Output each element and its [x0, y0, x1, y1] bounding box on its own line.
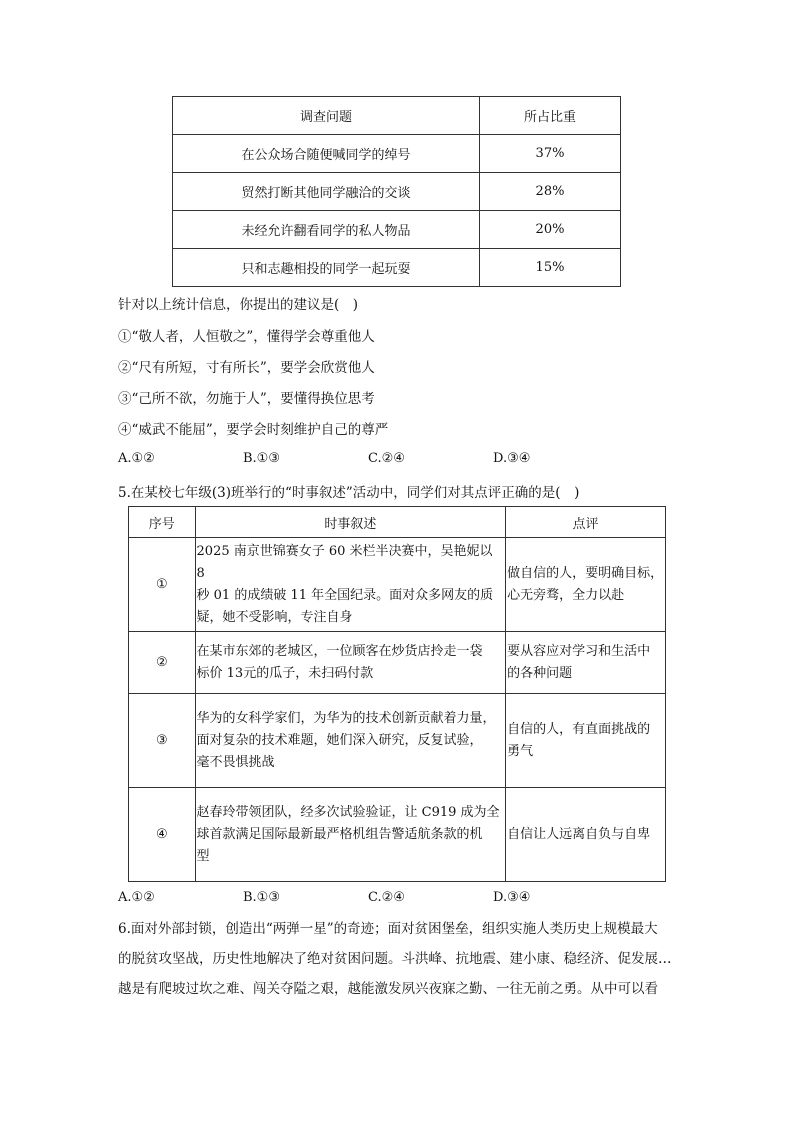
q4-option-b[interactable]: B.①③	[243, 451, 280, 466]
desc-line: 型	[196, 848, 210, 864]
comment-line: 自信让人远离自负与自卑	[507, 826, 651, 842]
events-table	[128, 506, 666, 882]
table-row	[173, 211, 621, 249]
comment-line: 的各种问题	[507, 665, 573, 681]
q4-item-2: ②“尺有所短，寸有所长”，要学会欣赏他人	[118, 360, 375, 376]
event-comment	[506, 788, 666, 882]
row-number: ④	[129, 788, 196, 882]
q4-option-d[interactable]: D.③④	[493, 451, 531, 466]
comment-line: 做自信的人，要明确目标，	[507, 565, 664, 581]
q4-options	[118, 451, 618, 466]
q4-option-a[interactable]: A.①②	[118, 451, 155, 466]
q4-option-c[interactable]: C.②④	[368, 451, 405, 466]
table-row	[173, 173, 621, 211]
q6-line: 越是有爬坡过坎之难、闯关夺隘之艰，越能激发夙兴夜寐之勤、一往无前之勇。从中可以看	[118, 981, 658, 997]
q4-stem: 针对以上统计信息，你提出的建议是( )	[118, 297, 359, 313]
row-number: ②	[129, 632, 196, 694]
desc-line: 面对复杂的技术难题，她们深入研究，反复试验，	[196, 732, 483, 748]
header-percentage: 所占比重	[480, 97, 621, 135]
desc-line: 2025 南京世锦赛女子 60 米栏半决赛中，吴艳妮以 8	[196, 543, 493, 581]
row-number: ③	[129, 694, 196, 788]
table-row	[129, 538, 666, 632]
q5-option-d[interactable]: D.③④	[493, 890, 531, 905]
percentage-cell: 28%	[480, 173, 621, 211]
desc-line: 疑，她不受影响，专注自身	[196, 609, 353, 625]
row-number: ①	[129, 538, 196, 632]
survey-table	[172, 96, 621, 287]
table-row	[129, 788, 666, 882]
event-description	[195, 788, 506, 882]
header-description: 时事叙述	[195, 507, 506, 538]
q5-option-b[interactable]: B.①③	[243, 890, 280, 905]
header-number: 序号	[129, 507, 196, 538]
event-description	[195, 538, 506, 632]
q6-line: 的脱贫攻坚战，历史性地解决了绝对贫困问题。斗洪峰、抗地震、建小康、稳经济、促发展…	[118, 951, 672, 967]
table-header-row	[173, 97, 621, 135]
desc-line: 华为的女科学家们，为华为的技术创新贡献着力量，	[196, 710, 496, 726]
table-row	[173, 135, 621, 173]
desc-line: 在某市东郊的老城区，一位顾客在炒货店拎走一袋	[196, 643, 483, 659]
question-cell: 在公众场合随便喊同学的绰号	[173, 135, 480, 173]
comment-line: 勇气	[507, 743, 534, 759]
q5-option-a[interactable]: A.①②	[118, 890, 155, 905]
header-question: 调查问题	[173, 97, 480, 135]
event-comment	[506, 632, 666, 694]
q5-option-c[interactable]: C.②④	[368, 890, 405, 905]
table-row	[129, 632, 666, 694]
q5-options	[118, 890, 618, 905]
question-cell: 未经允许翻看同学的私人物品	[173, 211, 480, 249]
table-header-row	[129, 507, 666, 538]
percentage-cell: 37%	[480, 135, 621, 173]
q5-stem: 5.在某校七年级(3)班举行的“时事叙述”活动中，同学们对其点评正确的是( )	[118, 485, 580, 501]
desc-line: 毫不畏惧挑战	[196, 754, 275, 770]
desc-line: 标价 13元的瓜子，未扫码付款	[196, 665, 374, 681]
comment-line: 要从容应对学习和生活中	[507, 643, 651, 659]
percentage-cell: 20%	[480, 211, 621, 249]
desc-line: 球首款满足国际最新最严格机组告警适航条款的机	[196, 826, 483, 842]
q4-item-1: ①“敬人者，人恒敬之”，懂得学会尊重他人	[118, 329, 375, 345]
table-row	[129, 694, 666, 788]
event-description	[195, 694, 506, 788]
q6-line: 6.面对外部封锁，创造出“两弹一星”的奇迹；面对贫困堡垒，组织实施人类历史上规模最大	[118, 921, 658, 937]
q6-paragraph	[118, 914, 678, 1004]
comment-line: 自信的人，有直面挑战的	[507, 721, 651, 737]
header-comment: 点评	[506, 507, 666, 538]
event-description	[195, 632, 506, 694]
comment-line: 心无旁骛，全力以赴	[507, 587, 625, 603]
desc-line: 秒 01 的成绩破 11 年全国纪录。面对众多网友的质	[196, 587, 494, 603]
event-comment	[506, 694, 666, 788]
desc-line: 赵春玲带领团队，经多次试验验证，让 C919 成为全	[196, 804, 500, 820]
q4-item-4: ④“威武不能屈”，要学会时刻维护自己的尊严	[118, 422, 389, 438]
event-comment	[506, 538, 666, 632]
question-cell: 只和志趣相投的同学一起玩耍	[173, 249, 480, 287]
table-row	[173, 249, 621, 287]
q4-item-3: ③“己所不欲，勿施于人”，要懂得换位思考	[118, 391, 375, 407]
percentage-cell: 15%	[480, 249, 621, 287]
question-cell: 贸然打断其他同学融洽的交谈	[173, 173, 480, 211]
